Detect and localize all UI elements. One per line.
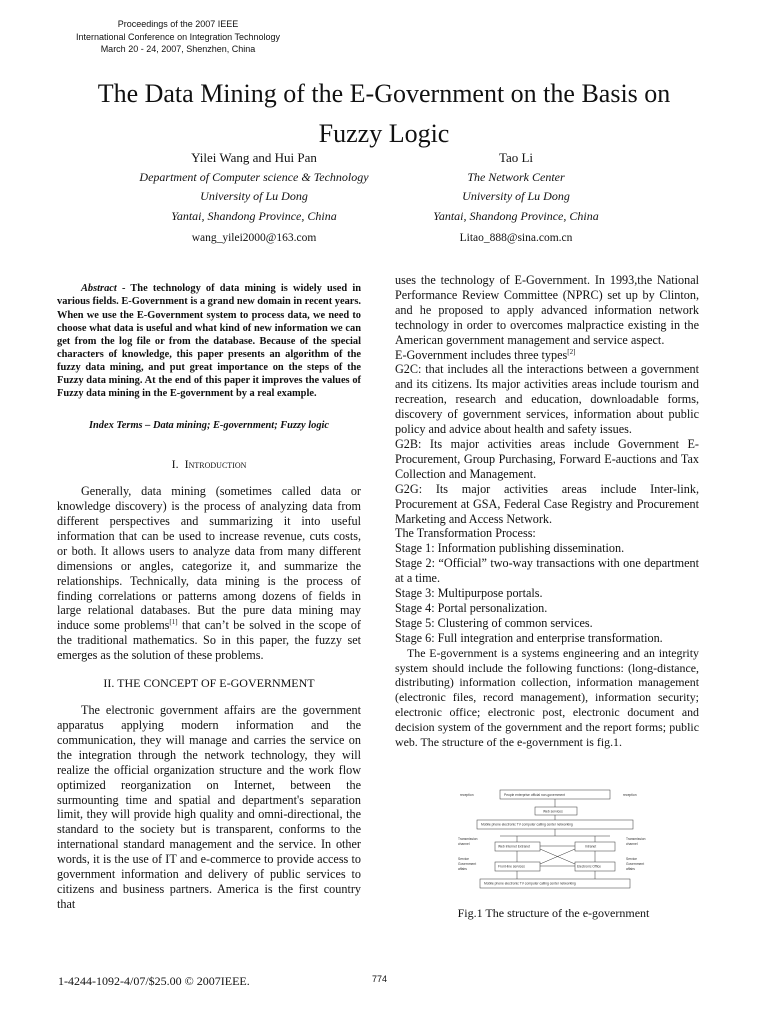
fig-left-top-label: reception bbox=[460, 793, 474, 797]
section-number: I. bbox=[171, 457, 179, 472]
stage-1: Stage 1: Information publishing dissemination. bbox=[395, 541, 625, 556]
fig-left-label-4: Government bbox=[458, 862, 477, 866]
intro-paragraph bbox=[57, 484, 361, 663]
abstract bbox=[57, 282, 361, 400]
right-para-2: The E-government is a systems engineering and an integrity system should include the following functions: (long-distance, distributing) information collection, information management (electronic files, record management), information security; electronic office; electronic post, electronic document and decision system of the government and the report forms; public web. The structure of the e-government is fig.1. bbox=[395, 645, 699, 750]
title-line-2: Fuzzy Logic bbox=[318, 119, 450, 148]
left-column bbox=[57, 272, 361, 912]
egov-structure-diagram bbox=[455, 784, 655, 896]
author-department: The Network Center bbox=[467, 169, 565, 184]
section-heading-2: II. THE CONCEPT OF E-GOVERNMENT bbox=[103, 676, 315, 691]
author-university: University of Lu Dong bbox=[462, 189, 570, 203]
g2b-paragraph: G2B: Its major activities areas include Government E-Procurement, Group Purchasing, Forward E-auctions and Tax Collection and Management. bbox=[395, 436, 699, 481]
fig-right-label-3: Service bbox=[626, 857, 637, 861]
fig-right-label-1: Transmission bbox=[626, 837, 646, 841]
author-block-2 bbox=[398, 148, 634, 249]
g2c-paragraph: G2C: that includes all the interactions between a government and its citizens. Its major activities areas include tourism and recreation, research and education, downloadable forms, discovery of government services, information about public policy and advice about health and safety issues. bbox=[395, 362, 699, 437]
egov-paragraph: The electronic government affairs are the government apparatus applying modern information and the communication, they will manage and carries the service on the integration through the network technology, they will realize the official organization structure and the work flow optimized reorganization on Internet, between the surmounting time and spatial and department's separation limit, they will provide high quality and omni-directional, the standard to the society but is transparent, conforms to the international standard management and the service. In other words, it is the use of IT and e-commerce to provide access to government information and delivery of public services to citizens and business partners. America is the first country that bbox=[57, 703, 361, 911]
author-university: University of Lu Dong bbox=[200, 189, 308, 203]
fig-top-box-label: People enterprise official non-government bbox=[504, 793, 565, 797]
fig-bottom-box-label: Mobile phone electronic TV computer calling center networking bbox=[484, 881, 576, 886]
section-heading-1 bbox=[57, 457, 361, 472]
fig-left-label-5: affairs bbox=[458, 867, 467, 871]
abstract-label: Abstract bbox=[81, 283, 117, 295]
stage-5: Stage 5: Clustering of common services. bbox=[395, 615, 593, 630]
stage-2: Stage 2: “Official” two-way transactions with one department at a time. bbox=[395, 556, 699, 586]
copyright-footer: 1-4244-1092-4/07/$25.00 © 2007IEEE. bbox=[58, 974, 250, 988]
intro-text-a: Generally, data mining (sometimes called data or knowledge discovery) is the process of analyzing data from different perspectives and summarizing it into useful information that can be used to increase revenue, cuts costs, or both. It allows users to analyze data from many different dimensions or angles, categorize it, and summarize the relationships. Technically, data mining is the process of finding correlations or patterns among dozens of fields in large relational databases. But the pure data mining may induce some problems bbox=[57, 484, 361, 633]
header-line-2: International Conference on Integration Technology bbox=[76, 31, 280, 42]
fig-web-box-label: Web services bbox=[543, 809, 563, 814]
stage-6: Stage 6: Full integration and enterprise transformation. bbox=[395, 630, 663, 645]
right-para-1: uses the technology of E-Government. In 1993,the National Performance Review Committee (NPRC) set up by Clinton, and he proposed to apply advanced information network technology in order to overcomes malpractice existing in the American government management and service aspect. bbox=[395, 273, 699, 347]
fig-box-web-internet-label: Web Internet Extranet bbox=[498, 844, 531, 849]
transformation-heading: The Transformation Process: bbox=[395, 526, 536, 541]
conference-header bbox=[40, 18, 316, 56]
abstract-text: - The technology of data mining is widely used in various fields. E-Government is a grand new domain in recent years. When we use the E-Government system to process data, we need to choose what data is useful and what kind of new information we can get from the log file or from the database. Because of the special characters of knowledge, this paper presents an algorithm of the fuzzy data mining, and put great importance on the steps of the Fuzzy data mining. At the end of this paper it improves the values of Fuzzy data mining in the E-government by a real example. bbox=[57, 283, 362, 400]
page-number: 774 bbox=[372, 974, 388, 984]
fig-box-intranet-label: Intranet bbox=[585, 844, 597, 849]
g2g-paragraph: G2G: Its major activities areas include Inter-link, Procurement at GSA, Federal Case Registry and Procurement Marketing and Access Network. bbox=[395, 481, 699, 526]
citation-2: [2] bbox=[567, 347, 576, 356]
fig-right-label-2: channel bbox=[626, 842, 638, 846]
author-names: Yilei Wang and Hui Pan bbox=[191, 150, 317, 165]
fig-box-front-line-label: Front-line services bbox=[498, 864, 525, 869]
fig-left-label-1: Transmission bbox=[458, 837, 478, 841]
author-email: Litao_888@sina.com.cn bbox=[459, 232, 573, 244]
title-line-1: The Data Mining of the E-Government on the Basis on bbox=[97, 79, 671, 108]
author-address: Yantai, Shandong Province, China bbox=[433, 208, 599, 223]
fig-left-label-2: channel bbox=[458, 842, 470, 846]
author-address: Yantai, Shandong Province, China bbox=[171, 208, 337, 223]
author-names: Tao Li bbox=[498, 150, 534, 165]
author-department: Department of Computer science & Technology bbox=[139, 169, 369, 184]
fig-mid-box-label: Mobile phone electronic TV computer calling center networking bbox=[481, 822, 573, 827]
right-column bbox=[395, 273, 699, 750]
fig-left-label-3: Service bbox=[458, 857, 469, 861]
types-text: E-Government includes three types bbox=[395, 347, 568, 362]
figure-1 bbox=[455, 784, 655, 896]
intro-text-b: that can’t be solved in the scope of the traditional mathematics. So in this paper, the fuzzy set emerges as the solution of these problems. bbox=[57, 618, 361, 663]
types-line bbox=[395, 348, 699, 363]
fig-box-electronic-office-label: Electronic Office bbox=[577, 864, 601, 869]
section-title: Introduction bbox=[184, 457, 247, 472]
fig-right-label-5: affairs bbox=[626, 867, 635, 871]
fig-right-label-4: Government bbox=[626, 862, 645, 866]
paper-title bbox=[30, 74, 738, 154]
figure-caption: Fig.1 The structure of the e-government bbox=[457, 906, 650, 920]
stage-4: Stage 4: Portal personalization. bbox=[395, 600, 548, 615]
header-line-1: Proceedings of the 2007 IEEE bbox=[117, 19, 239, 29]
stage-3: Stage 3: Multipurpose portals. bbox=[395, 586, 543, 601]
index-terms: Index Terms – Data mining; E-government; Fuzzy logic bbox=[88, 420, 330, 432]
citation-1: [1] bbox=[169, 618, 178, 627]
fig-right-top-label: reception bbox=[623, 793, 637, 797]
author-email: wang_yilei2000@163.com bbox=[191, 232, 317, 244]
header-line-3: March 20 - 24, 2007, Shenzhen, China bbox=[100, 44, 256, 54]
author-block-1 bbox=[62, 148, 446, 249]
